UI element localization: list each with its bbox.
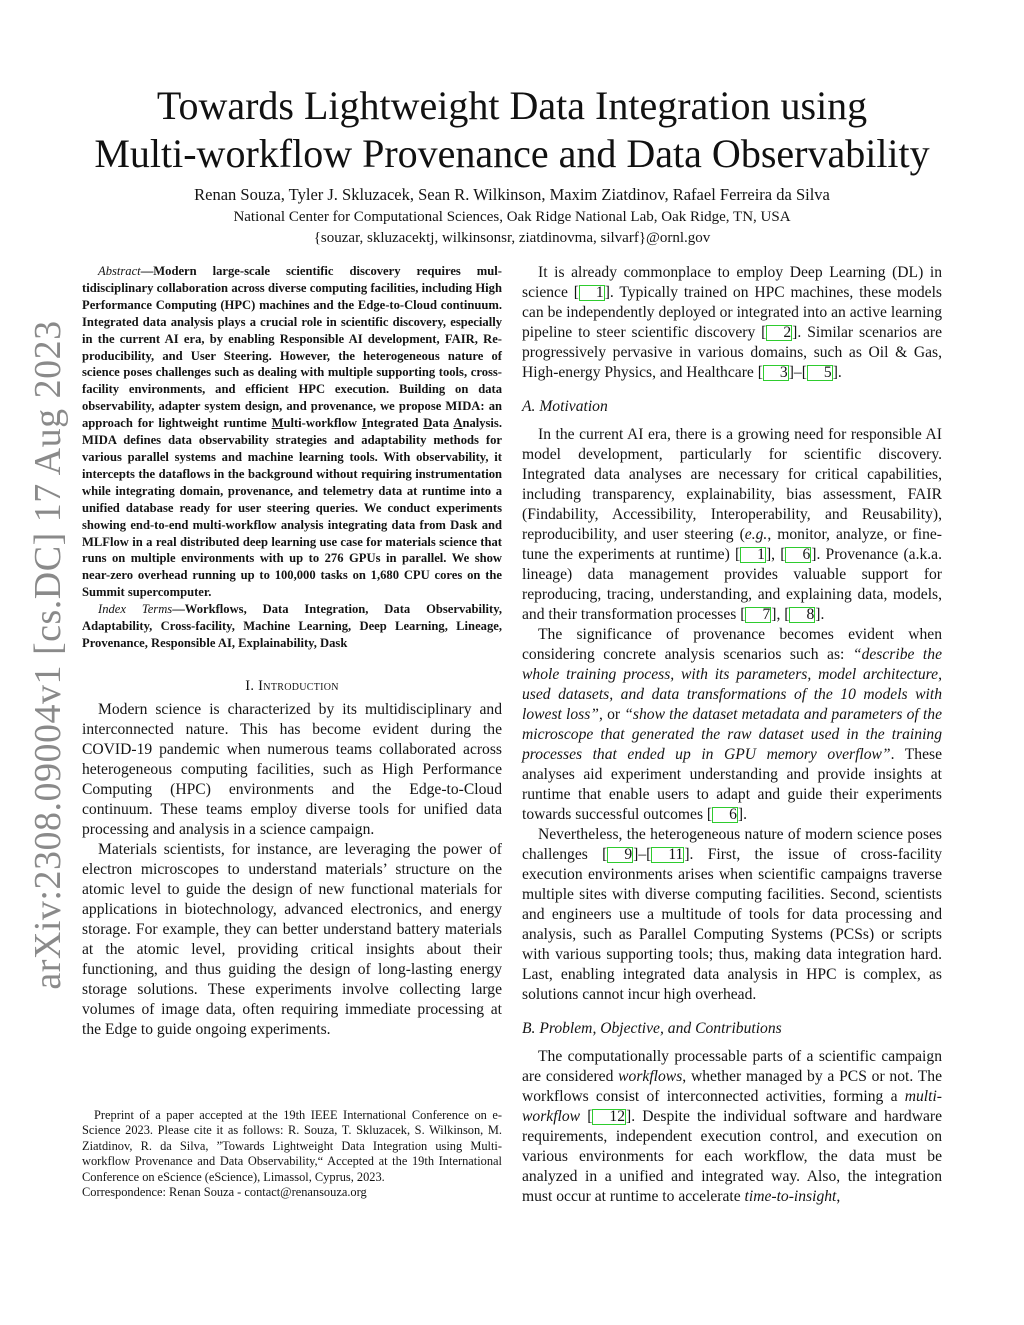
text-run: . Despite the individual software and hardware requirements, independent execution control, and execution on various environments for each workflow, the data must be analyzed in a unified and integrated way. Also, the integration must occur at runtime to accelerate <box>522 1108 942 1205</box>
intro-paragraph-2: Materials scientists, for instance, are leveraging the power of electron microscopes to understand materials’ structure on the atomic level to guide the design of new functional materials for applications in biotechnology, advanced electronics, and energy storage. For example, they can better understand battery materials at the atomic level, providing critical insights about their functioning, and thus guiding the design of long-lasting energy storage solutions. These experiments involve collecting large volumes of image data, often requiring immediate processing at the Edge to guide ongoing experiments. <box>82 840 502 1038</box>
acronym-i: I <box>361 416 367 431</box>
text-run: . These analyses aid experiment understanding and provide insights at runtime that enable users to adapt and guide their experiments towards successful outcomes <box>522 746 943 823</box>
footnote-citation-note: Preprint of a paper accepted at the 19th IEEE International Conference on e-Science 2023. Please cite it as follows: R. Souza, T. Skluzacek, S. Wilkinson, M. Ziatdinov, R. da Silva, ”Towards Lightweight Data Integration using Multi-workflow Provenance and Data Observability,“ Accepted at the 19th International Conference on eScience (eScience), Limassol, Cyprus, 2023. <box>82 1108 502 1184</box>
text-run: , monitor, analyze, or fine-tune the experiments at runtime) <box>522 526 942 563</box>
abstract-text-2: . MIDA defines data observability strategies and adaptability methods for various parallel systems and machine learning tools. With observability, it intercepts the dataflows in the background without requiring instrumentation while integrating domain, provenance, and telemetry data at runtime into a unified database ready for user steering queries. We conduct experiments showing end-to-end multi-workflow analysis integrating data from Dask and MLFlow in a real distributed deep learning use case for materials science that runs on multiple environments with up to 276 GPUs in parallel. We show near-zero overhead running up to 100,000 tasks on 1,680 CPU cores on the Summit supercomputer. <box>82 416 502 600</box>
affiliation: National Center for Computational Sciences, Oak Ridge National Lab, Oak Ridge, TN, USA <box>233 209 791 225</box>
motivation-paragraph-3: Nevertheless, the heterogeneous nature of modern science poses challenges [ 9]–[ 11]. First, the issue of cross-facility execution environments arises when scientific campaigns traverse multiple sites with diverse computing facilities. Second, scientists and engineers use a multitude of tools for data processing and analysis, such as Parallel Computing Systems (PCSs) or scripts with various supporting tools; thus, making data integration hard. Last, enabling integrated data analysis in HPC is complex, as solutions cannot incur high overhead. <box>522 826 942 1003</box>
quote-italic: “show the dataset metadata and parameters of the microscope that generated the raw dataset used in the training processes that ended up in GPU memory overflow” <box>522 706 942 763</box>
subsection-heading-problem: B. Problem, Objective, and Contributions <box>522 1020 782 1037</box>
acronym-rest: nalysis <box>462 416 499 431</box>
text-run: . Typically trained on HPC machines, these models can be independently deployed or integrated into an active learning pipeline to steer scientific discovery <box>522 284 942 341</box>
text-run: , <box>771 546 781 563</box>
title-line-1: Towards Lightweight Data Integration using <box>156 83 868 128</box>
citation-link[interactable]: 3 <box>763 365 789 381</box>
paper-title <box>40 82 984 178</box>
citation-link[interactable]: 9 <box>607 847 633 863</box>
motivation-paragraph-2: The significance of provenance becomes evident when considering concrete analysis scenarios such as: “describe the whole training process, with its parameters, model architecture, used datasets, and data transformations of the 10 models with lowest loss”, or “show the dataset metadata and parameters of the microscope that generated the raw dataset used in the training processes that ended up in GPU memory overflow”. These analyses aid experiment understanding and provide insights at runtime that enable users to adapt and guide their experiments towards successful outcomes [ 6]. <box>522 626 943 823</box>
text-run: , whether managed by a PCS or not. The workflows consist of interconnected activities, forming a <box>522 1068 942 1105</box>
text-run: . <box>820 606 825 623</box>
abstract-label: Abstract <box>98 264 141 278</box>
text-run: In the current AI era, there is a growing need for responsible AI model development, particularly for scientific discovery. Integrated data analyses are necessary for critical capabilities, including transparency, explainability, bias assessment, FAIR (Findability, Accessibility, Interoperability, and Reusability), reproducibility, and user steering ( <box>522 426 942 543</box>
acronym-rest: ata <box>432 416 454 431</box>
text-run: The computationally processable parts of a scientific campaign are considered <box>522 1048 942 1085</box>
motivation-paragraph-1: In the current AI era, there is a growing need for responsible AI model development, particularly for scientific discovery. Integrated data analyses are necessary for critical capabilities, including transparency, explainability, bias assessment, FAIR (Findability, Accessibility, Interoperability, and Reusability), reproducibility, and user steering (e.g., monitor, analyze, or fine-tune the experiments at runtime) [ 1], [ 6]. Provenance (a.k.a. lineage) data management provides valuable support for reproducing, tracing, understanding, and explaining data, models, and their transformation processes [ 7], [ 8]. <box>522 426 942 623</box>
footnote-correspondence: Correspondence: Renan Souza - contact@renansouza.org <box>82 1185 367 1200</box>
citation-link[interactable]: 12 <box>592 1109 626 1125</box>
acronym-rest: ulti-workflow <box>283 416 362 431</box>
text-run: – <box>638 846 647 863</box>
index-terms-label: Index Terms <box>98 602 173 617</box>
text-run: . <box>837 364 842 381</box>
text-run: , <box>836 1188 841 1205</box>
text-run: It is already commonplace to employ Deep Learning (DL) in science <box>522 264 942 301</box>
index-terms <box>82 601 502 652</box>
author-emails: {souzar, skluzacektj, wilkinsonsr, ziatdinovma, silvarf}@ornl.gov <box>313 230 711 246</box>
index-terms-text: —Workflows, Data Integration, Data Observability, Adaptability, Cross-facility, Machine Learning, Deep Learning, Lineage, Provenance, Responsible AI, Explainability, Dask <box>82 602 502 650</box>
text-run: . First, the issue of cross-facility execution environments arises when scientific campaigns traverse multiple sites with diverse computing facilities. Second, scientists and engineers use a multitude of tools for data processing and analysis, such as Parallel Computing Systems (PCSs) or scripts with various supporting tools; thus, making data integration hard. Last, enabling integrated data analysis in HPC is complex, as solutions cannot incur high overhead. <box>522 846 942 1003</box>
footnote <box>82 1108 502 1200</box>
subsection-heading-motivation: A. Motivation <box>522 398 608 415</box>
problem-paragraph-1: The computationally processable parts of a scientific campaign are considered workflows, whether managed by a PCS or not. The workflows consist of interconnected activities, forming a multi-workflow [ 12]. Despite the individual software and hardware requirements, independent execution control, and execution on various environments for each workflow, the data must be analyzed in a unified and integrated way. Also, the integration must occur at runtime to accelerate time-to-insight, <box>522 1048 942 1205</box>
text-run: , or <box>598 706 625 723</box>
acronym-a: A <box>453 416 463 431</box>
arxiv-stamp: arXiv:2308.09004v1 [cs.DC] 17 Aug 2023 <box>27 320 69 990</box>
text-run: . Provenance (a.k.a. lineage) data management provides valuable support for reproducing, tracing, understanding, and explaining data, models, and their transformation processes <box>522 546 942 623</box>
intro-paragraph-1: Modern science is characterized by its multidisciplinary and interconnected nature. This has become evident during the COVID-19 pandemic when numerous teams collaborated across heterogeneous computing facilities, such as High Performance Computing (HPC) environments and the Edge-to-Cloud continuum. These teams employ diverse tools for unified data processing and analysis in a science campaign. <box>82 700 502 838</box>
left-column <box>82 263 502 1040</box>
text-run: Nevertheless, the heterogeneous nature of modern science poses challenges <box>522 826 942 863</box>
text-run: , <box>776 606 785 623</box>
citation-link[interactable]: 5 <box>807 365 833 381</box>
citation-link[interactable]: 7 <box>745 607 771 623</box>
text-run: . Similar scenarios are progressively pervasive in various domains, such as Oil & Gas, High-energy Physics, and Healthcare <box>522 324 942 381</box>
intro-paragraph-3: It is already commonplace to employ Deep Learning (DL) in science [ 1]. Typically trained on HPC machines, these models can be independently deployed or integrated into an active learning pipeline to steer scientific discovery [ 2]. Similar scenarios are progressively pervasive in various domains, such as Oil & Gas, High-energy Physics, and Healthcare [ 3]–[ 5]. <box>522 264 942 381</box>
section-heading-introduction: I. Introduction <box>245 677 339 694</box>
acronym-m: M <box>271 416 284 431</box>
text-run-italic: workflows <box>618 1068 683 1085</box>
citation-link[interactable]: 1 <box>579 285 605 301</box>
citation-link[interactable]: 8 <box>789 607 815 623</box>
text-run: . <box>743 806 748 823</box>
text-run <box>580 1108 587 1125</box>
citation-link[interactable]: 6 <box>712 807 738 823</box>
text-run: The significance of provenance becomes evident when considering concrete analysis scenarios such as: <box>522 626 942 663</box>
abstract-text-1: —Modern large-scale scientific discovery requires multidisciplinary collaboration across diverse computing facilities, including High Performance Computing (HPC) machines and the Edge-to-Cloud continuum. Integrated data analysis plays a crucial role in scientific discovery, especially in the current AI era, by enabling Responsible AI development, FAIR, Reproducibility, and User Steering. However, the heterogeneous nature of science poses challenges such as dealing with multiple supporting tools, cross-facility environments, and efficient HPC execution. Building on data observability, adapter system design, and provenance, we propose MIDA: an approach for lightweight runtime <box>82 264 502 431</box>
text-run-italic: multi-workflow <box>522 1088 942 1125</box>
title-line-2: Multi-workflow Provenance and Data Observability <box>94 131 930 176</box>
author-list: Renan Souza, Tyler J. Skluzacek, Sean R. Wilkinson, Maxim Ziatdinov, Rafael Ferreira da Silva <box>194 185 830 204</box>
right-column <box>522 263 942 1207</box>
acronym-d: D <box>423 416 433 431</box>
citation-link[interactable]: 6 <box>785 547 811 563</box>
acronym-rest: ntegrated <box>366 416 424 431</box>
quote-italic: “describe the whole training process, with its parameters, model architecture, used datasets, and data transformations of the 10 models with lowest loss” <box>522 646 942 723</box>
citation-link[interactable]: 1 <box>740 547 766 563</box>
citation-link[interactable]: 2 <box>766 325 792 341</box>
abstract <box>82 263 502 601</box>
text-run: – <box>793 364 802 381</box>
text-run-italic: time-to-insight <box>744 1188 837 1205</box>
citation-link[interactable]: 11 <box>651 847 684 863</box>
text-run-italic: e.g. <box>744 526 768 543</box>
